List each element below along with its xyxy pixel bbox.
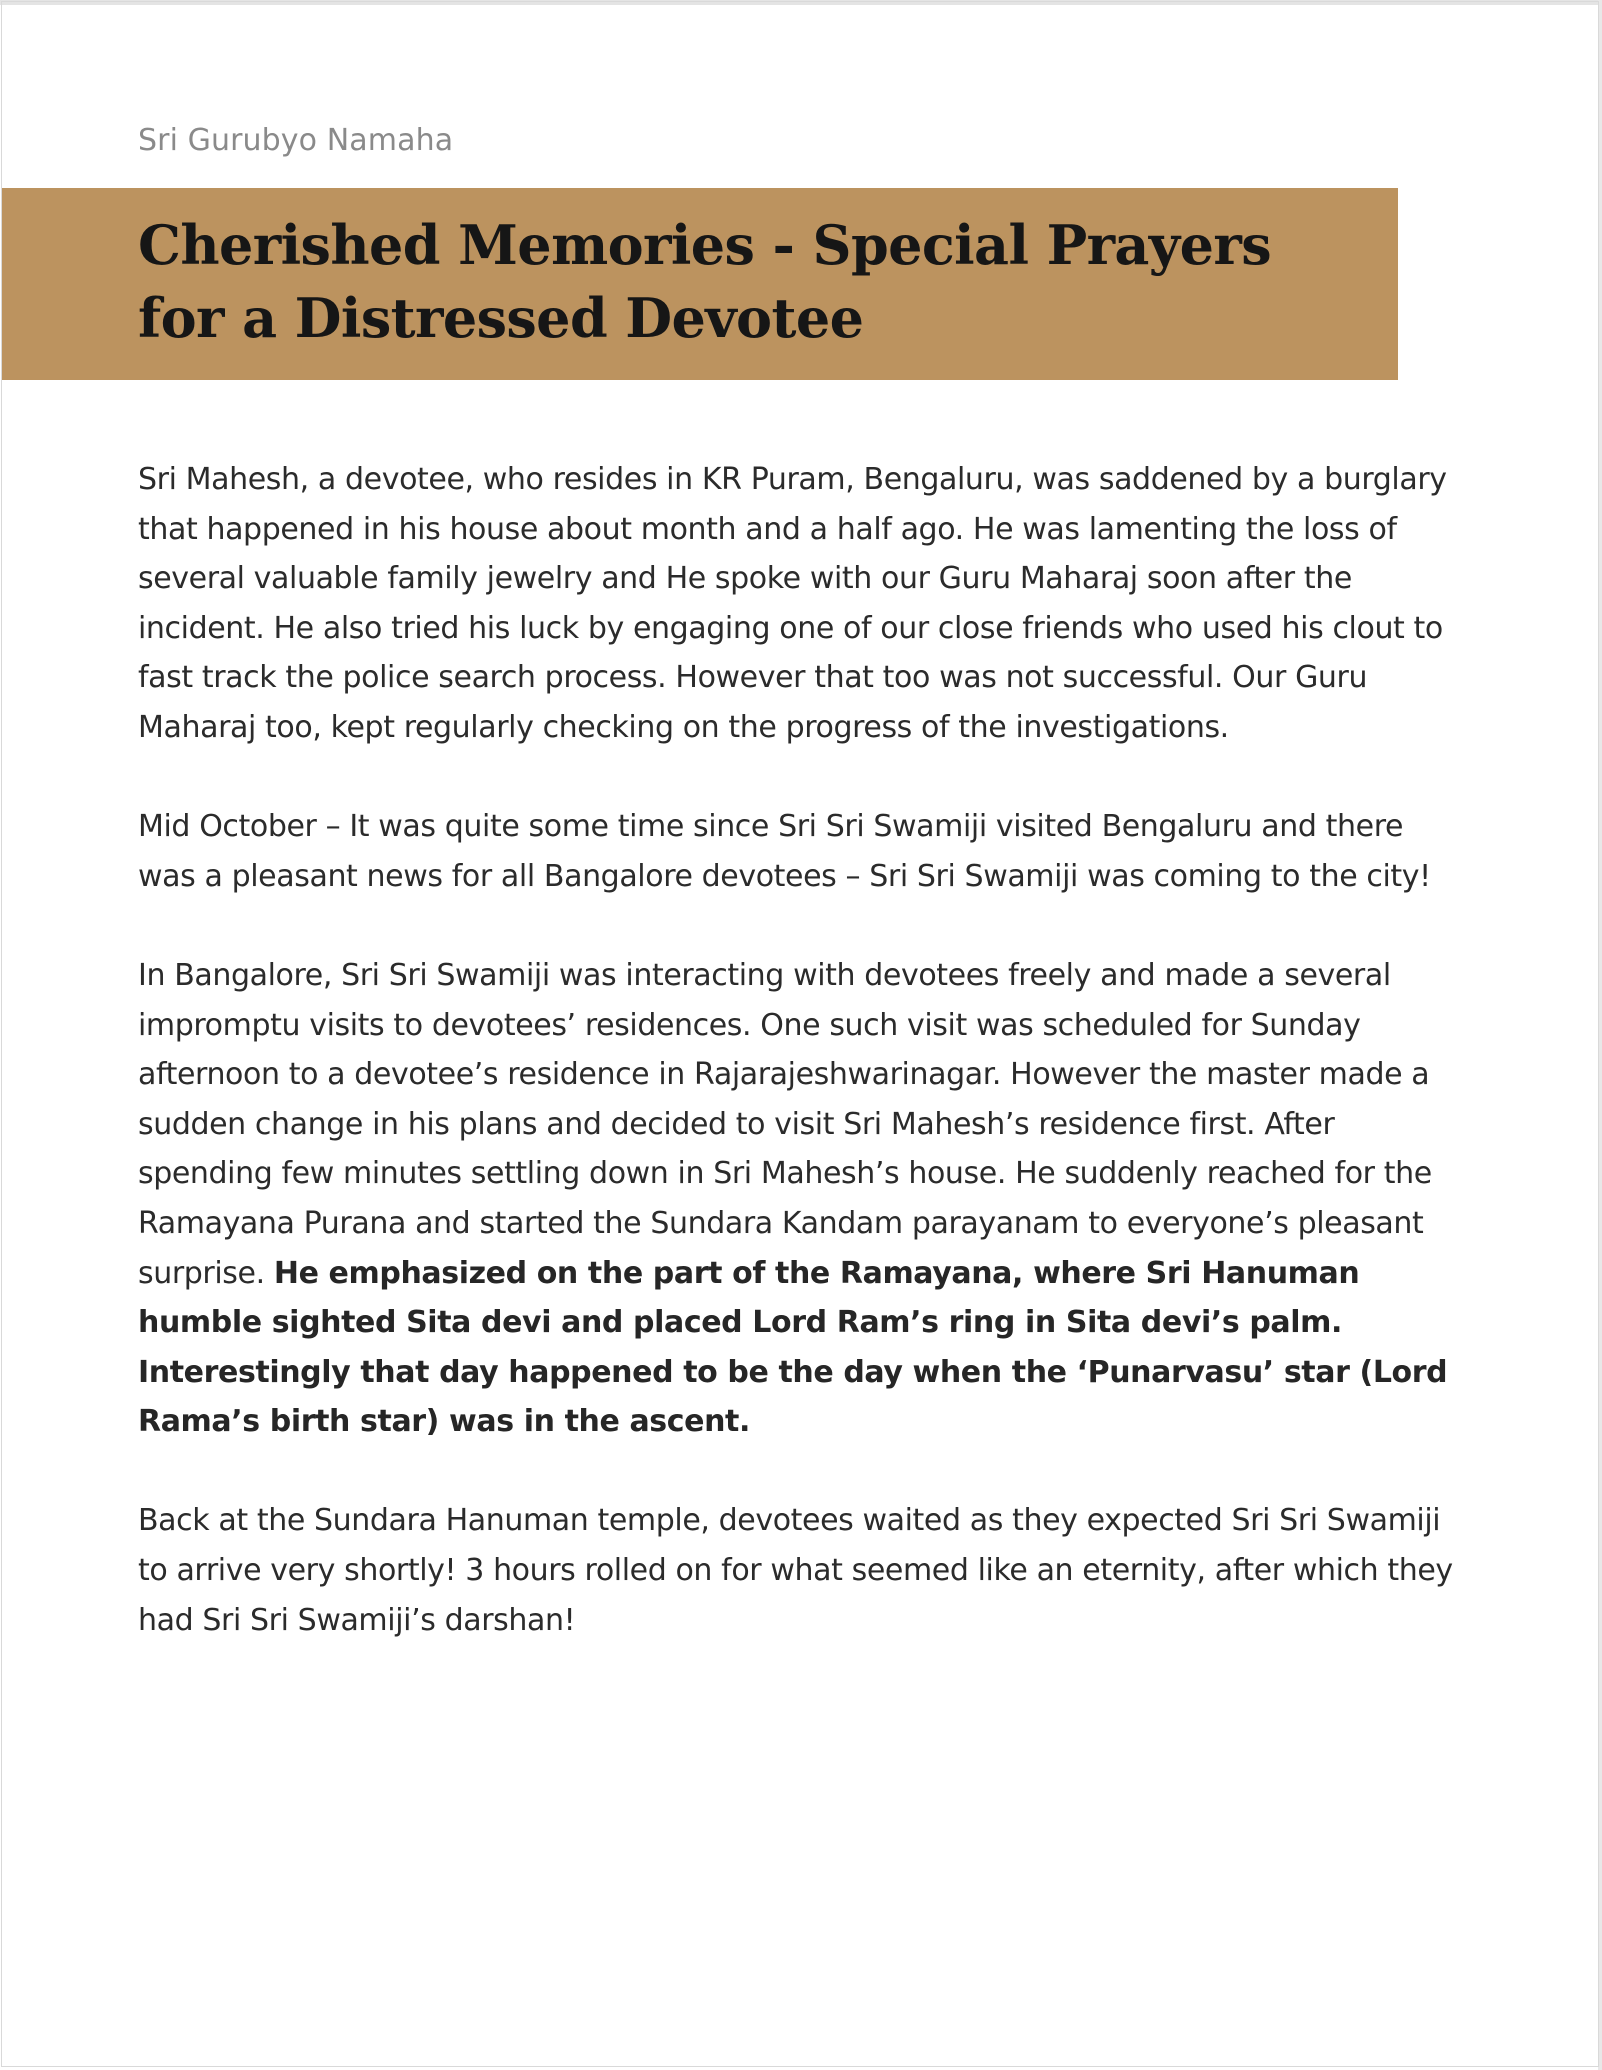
page-kicker: Sri Gurubyo Namaha [138, 123, 454, 158]
paragraph-parayanam-emphasis: He emphasized on the part of the Ramayana, where Sri Hanuman humble sighted Sita devi and placed Lord Ram’s ring in Sita devi’s palm. Interestingly that day happened to be the day when the ‘Punarvasu’ star (Lord Rama’s birth star) was in the ascent. [138, 1255, 1448, 1440]
paragraph-parayanam-text: In Bangalore, Sri Sri Swamiji was interacting with devotees freely and made a several impromptu visits to devotees’ residences. One such visit was scheduled for Sunday afternoon to a devotee’s residence in Rajarajeshwarinagar. However the master made a sudden change in his plans and decided to visit Sri Mahesh’s residence first. After spending few minutes settling down in Sri Mahesh’s house. He suddenly reached for the Ramayana Purana and started the Sundara Kandam parayanam to everyone’s pleasant surprise. [138, 957, 1432, 1291]
paragraph-swamiji-visit: Mid October – It was quite some time since Sri Sri Swamiji visited Bengaluru and there was a pleasant news for all Bangalore devotees – Sri Sri Swamiji was coming to the city! [138, 809, 1431, 894]
article-body [138, 455, 1468, 1695]
paragraph-darshan: Back at the Sundara Hanuman temple, devotees waited as they expected Sri Sri Swamiji to arrive very shortly! 3 hours rolled on for what seemed like an eternity, after which they had Sri Sri Swamiji’s darshan! [138, 1503, 1453, 1638]
paragraph-burglary: Sri Mahesh, a devotee, who resides in KR Puram, Bengaluru, was saddened by a burglary that happened in his house about month and a half ago. He was lamenting the loss of several valuable family jewelry and He spoke with our Guru Maharaj soon after the incident. He also tried his luck by engaging one of our close friends who used his clout to fast track the police search process. However that too was not successful. Our Guru Maharaj too, kept regularly checking on the progress of the investigations. [138, 462, 1447, 745]
page-title: Cherished Memories - Special Prayers for a Distressed Devotee [138, 213, 1271, 350]
title-banner [2, 188, 1398, 380]
paragraph-parayanam [138, 951, 1468, 1447]
